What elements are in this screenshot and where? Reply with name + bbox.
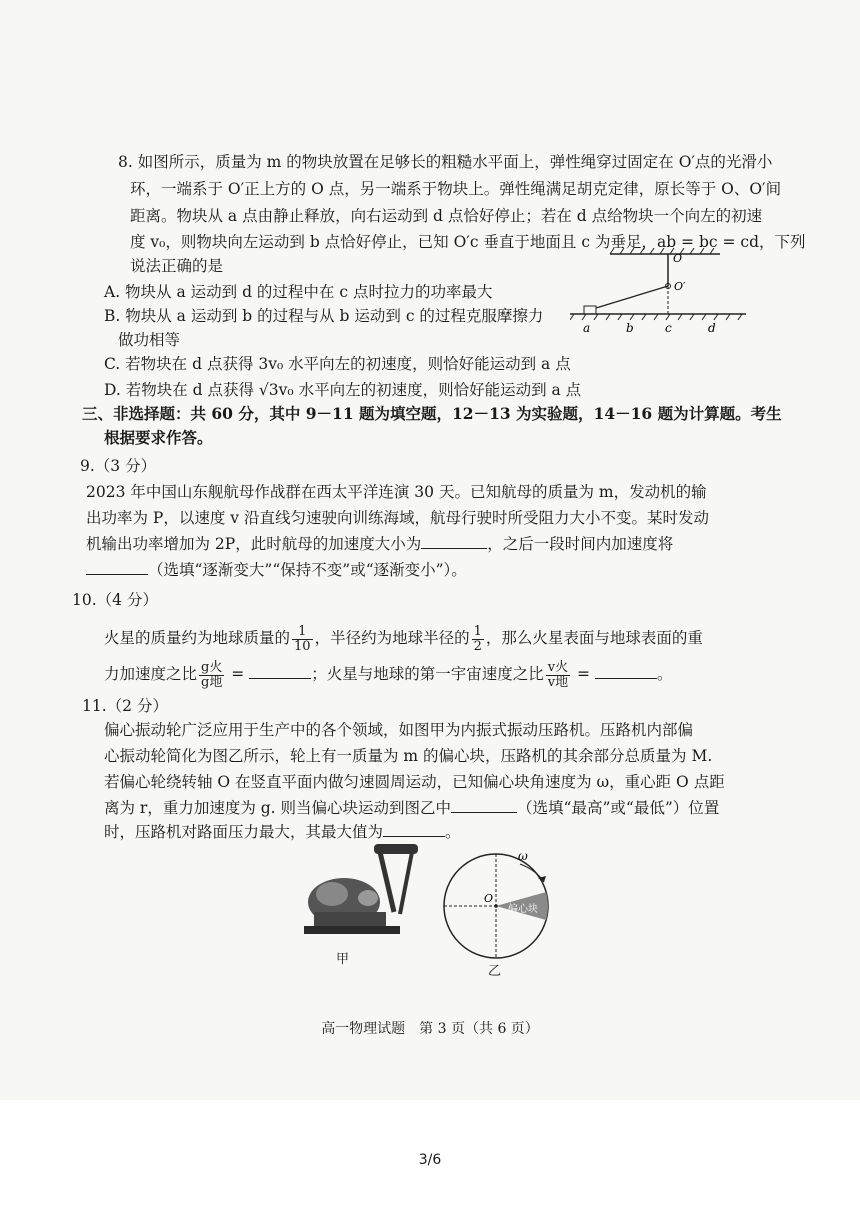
q11-line-5 <box>104 822 461 842</box>
fig-label-b: b <box>626 321 634 335</box>
q9-line-4-text: （选填“逐渐变大”“保持不变”或“逐渐变小”）。 <box>148 561 467 579</box>
q9-head: 9.（3 分） <box>80 457 157 475</box>
q11-line-1: 偏心振动轮广泛应用于生产中的各个领域，如图甲为内振式振动压路机。压路机内部偏 <box>104 721 694 739</box>
q10-equals-2: = <box>577 665 591 683</box>
page-number: 3/6 <box>418 1152 442 1168</box>
q10-head: 10.（4 分） <box>72 591 158 609</box>
q10-line-2 <box>104 656 672 692</box>
q9-blank-1[interactable] <box>421 534 487 549</box>
q9-blank-2[interactable] <box>86 560 148 575</box>
q11-line-2: 心振动轮简化为图乙所示，轮上有一质量为 m 的偏心块，压路机的其余部分总质量为 M. <box>104 747 713 765</box>
fig-jia-label: 甲 <box>336 952 350 967</box>
q8-line-5: 说法正确的是 <box>130 257 224 275</box>
q10-fraction-g: $\frac{\text{g火}}{\text{g地}}$ <box>201 659 223 690</box>
q8-option-b-cont: 做功相等 <box>118 331 181 349</box>
q9-line-3 <box>86 534 673 554</box>
q9-line-2: 出功率为 P，以速度 v 沿直线匀速驶向训练海域，航母行驶时所受阻力大小不变。某时发动 <box>86 509 709 527</box>
q11-text-4b: （选填“最高”或“最低”）位置 <box>517 799 720 817</box>
eccentric-block-label: 偏心块 <box>508 904 538 915</box>
q8-line-3: 距离。物块从 a 点由静止释放，向右运动到 d 点恰好停止；若在 d 点给物块一个向左的初速 <box>130 207 763 225</box>
q9-line-3a: 机输出功率增加为 2P，此时航母的加速度大小为 <box>86 535 422 553</box>
q11-blank-2[interactable] <box>383 822 445 837</box>
q11-blank-1[interactable] <box>451 798 517 813</box>
fig-label-a: a <box>583 321 591 335</box>
q8-option-a: A. 物块从 a 运动到 d 的过程中在 c 点时拉力的功率最大 <box>104 283 493 301</box>
q10-text-1b: ，半径约为地球半径的 <box>314 629 470 647</box>
fig-label-c: c <box>665 321 672 335</box>
q9-line-3b: ，之后一段时间内加速度将 <box>487 535 674 553</box>
q9-line-4 <box>86 560 467 580</box>
fig-label-d: d <box>708 321 716 335</box>
eccentric-wheel-diagram <box>434 850 566 960</box>
q8-option-d: D. 若物块在 d 点获得 √3v₀ 水平向左的初速度，则恰好能运动到 a 点 <box>104 381 582 399</box>
roller-photo <box>296 842 426 950</box>
q11-text-5b: 。 <box>445 823 461 841</box>
q10-text-1a: 火星的质量约为地球质量的 <box>104 629 291 647</box>
q10-line-1 <box>104 620 703 656</box>
q10-blank-2[interactable] <box>595 664 657 679</box>
section-3-title-cont: 根据要求作答。 <box>104 428 213 447</box>
q10-fraction-radius: $\frac{1}{2}$ <box>473 623 482 654</box>
q10-text-2a: 力加速度之比 <box>104 665 198 683</box>
q8-figure <box>570 248 750 338</box>
q10-fraction-v: $\frac{\text{v火}}{\text{v地}}$ <box>547 659 569 690</box>
q8-option-b: B. 物块从 a 运动到 b 的过程与从 b 运动到 c 的过程克服摩擦力 <box>104 307 544 325</box>
page-footer: 高一物理试题 第 3 页（共 6 页） <box>321 1021 539 1037</box>
fig-yi-label: 乙 <box>488 964 502 979</box>
q9-line-1: 2023 年中国山东舰航母作战群在西太平洋连演 30 天。已知航母的质量为 m，发动机的输 <box>86 483 707 501</box>
q8-line-2: 环，一端系于 O′正上方的 O 点，另一端系于物块上。弹性绳满足胡克定律，原长等于 O、O′间 <box>130 180 782 198</box>
q10-end: 。 <box>656 665 673 683</box>
fig-label-O: O <box>673 252 683 265</box>
q10-fraction-mass: $\frac{1}{10}$ <box>294 623 311 654</box>
q11-line-4 <box>104 798 719 818</box>
omega-label: ω <box>518 850 528 863</box>
fig-label-Oprime: O′ <box>674 280 686 293</box>
q8-option-c: C. 若物块在 d 点获得 3v₀ 水平向左的初速度，则恰好能运动到 a 点 <box>104 355 571 373</box>
q8-line-4: 度 v₀，则物块向左运动到 b 点恰好停止，已知 O′c 垂直于地面且 c 为垂足，ab = bc = cd，下列 <box>130 233 806 251</box>
q11-head: 11.（2 分） <box>82 697 168 715</box>
q11-text-4a: 离为 r，重力加速度为 g. 则当偏心块运动到图乙中 <box>104 799 452 817</box>
section-3-title: 三、非选择题：共 60 分，其中 9－11 题为填空题，12－13 为实验题，14－16 题为计算题。考生 <box>82 404 782 423</box>
q10-text-1c: ，那么火星表面与地球表面的重 <box>485 629 703 647</box>
q10-text-2b: ；火星与地球的第一宇宙速度之比 <box>311 665 544 683</box>
wheel-center-label: O <box>484 892 494 905</box>
q10-equals-1: = <box>231 665 245 683</box>
q11-line-3: 若偏心轮绕转轴 O 在竖直平面内做匀速圆周运动，已知偏心块角速度为 ω，重心距 O 点距 <box>104 773 725 791</box>
q11-text-5a: 时，压路机对路面压力最大，其最大值为 <box>104 823 384 841</box>
q10-blank-1[interactable] <box>249 664 311 679</box>
q8-line-1: 8. 如图所示，质量为 m 的物块放置在足够长的粗糙水平面上，弹性绳穿过固定在 O′点的光滑小 <box>118 153 773 171</box>
